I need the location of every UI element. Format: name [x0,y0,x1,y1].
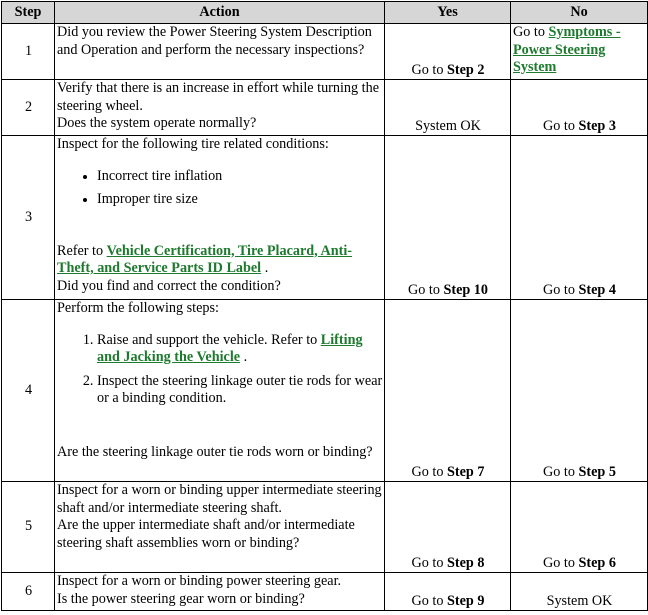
spacer [57,215,383,243]
no-cell [511,300,648,482]
no-step-ref: Step 6 [578,554,616,571]
header-action: Action [55,2,385,24]
yes-step-ref: Step 7 [447,463,485,480]
step-number: 3 [2,136,55,300]
step-number: 6 [2,573,55,611]
yes-prefix: Go to [411,554,447,571]
action-text: Verify that there is an increase in effort while turning the steering wheel. [57,80,379,114]
item-suffix: . [240,349,248,365]
no-cell [511,80,648,136]
action-text: Inspect for a worn or binding upper intermediate steering shaft and/or intermediate steering shaft. [57,482,382,516]
table-row-step-2 [2,80,648,136]
action-cell [55,573,385,611]
action-intro: Inspect for the following tire related conditions: [57,136,329,152]
action-cell [55,136,385,300]
list-item: • Improper tire size [97,191,383,209]
action-question: Does the system operate normally? [57,115,257,131]
action-question: Are the steering linkage outer tie rods worn or binding? [57,443,373,460]
symptoms-power-steering-link[interactable]: Symptoms - Power Steering System [513,24,621,75]
action-intro: Perform the following steps: [57,300,219,316]
table-row-step-1 [2,24,648,80]
yes-cell [385,136,511,300]
bullet-list [57,168,383,209]
action-text: Inspect for a worn or binding power steering gear. [57,573,342,589]
lifting-jacking-link[interactable]: Lifting and Jacking the Vehicle [97,331,363,365]
header-row [2,2,648,24]
step-number: 1 [2,24,55,80]
table-row-step-5 [2,482,648,573]
diagnostic-table [1,1,648,611]
yes-prefix: Go to [411,61,447,78]
yes-prefix: Go to [407,281,444,298]
yes-step-ref: Step 8 [447,554,485,571]
step-number: 4 [2,300,55,482]
yes-prefix: Go to [411,463,447,480]
step-number: 5 [2,482,55,573]
no-cell [511,136,648,300]
yes-step-ref: Step 2 [447,61,485,78]
action-cell [55,80,385,136]
refer-suffix: . [261,260,269,276]
no-cell [511,482,648,573]
no-prefix: Go to [513,24,549,40]
spacer [57,414,383,444]
no-step-ref: Step 4 [578,281,616,298]
yes-cell: System OK [385,80,511,136]
action-question: Are the upper intermediate shaft and/or intermediate steering shaft assemblies worn or binding? [57,517,355,551]
action-cell [55,482,385,573]
action-cell [55,300,385,482]
vehicle-certification-link[interactable]: Vehicle Certification, Tire Placard, Anti-Theft, and Service Parts ID Label [57,242,352,276]
yes-cell [385,300,511,482]
no-step-ref: Step 5 [578,463,616,480]
step-number: 2 [2,80,55,136]
yes-cell [385,482,511,573]
table-row-step-4 [2,300,648,482]
yes-cell [385,573,511,611]
header-yes: Yes [385,2,511,24]
list-item: • Incorrect tire inflation [97,168,383,186]
refer-prefix: Refer to [57,242,107,259]
yes-step-ref: Step 10 [443,281,488,298]
no-step-ref: Step 3 [578,117,616,134]
item-text: Raise and support the vehicle. Refer to [97,331,321,348]
no-prefix: Go to [543,117,579,134]
list-item [97,332,383,367]
header-no: No [511,2,648,24]
header-step: Step [2,2,55,24]
yes-step-ref: Step 9 [447,592,485,609]
action-question: Did you find and correct the condition? [57,277,281,294]
yes-prefix: Go to [411,592,447,609]
table-row-step-6 [2,573,648,611]
numbered-list [57,332,383,408]
no-cell: System OK [511,573,648,611]
refer-line [57,243,383,278]
no-cell [511,24,648,80]
list-item: 2. Inspect the steering linkage outer tie rods for wear or a binding condition. [97,373,383,408]
no-prefix: Go to [543,463,579,480]
table-row-step-3 [2,136,648,300]
no-prefix: Go to [543,554,579,571]
action-text: Did you review the Power Steering System Description and Operation and perform the necessary inspections? [57,24,372,58]
action-question: Is the power steering gear worn or binding? [57,590,305,607]
yes-cell [385,24,511,80]
no-prefix: Go to [543,281,579,298]
action-cell [55,24,385,80]
